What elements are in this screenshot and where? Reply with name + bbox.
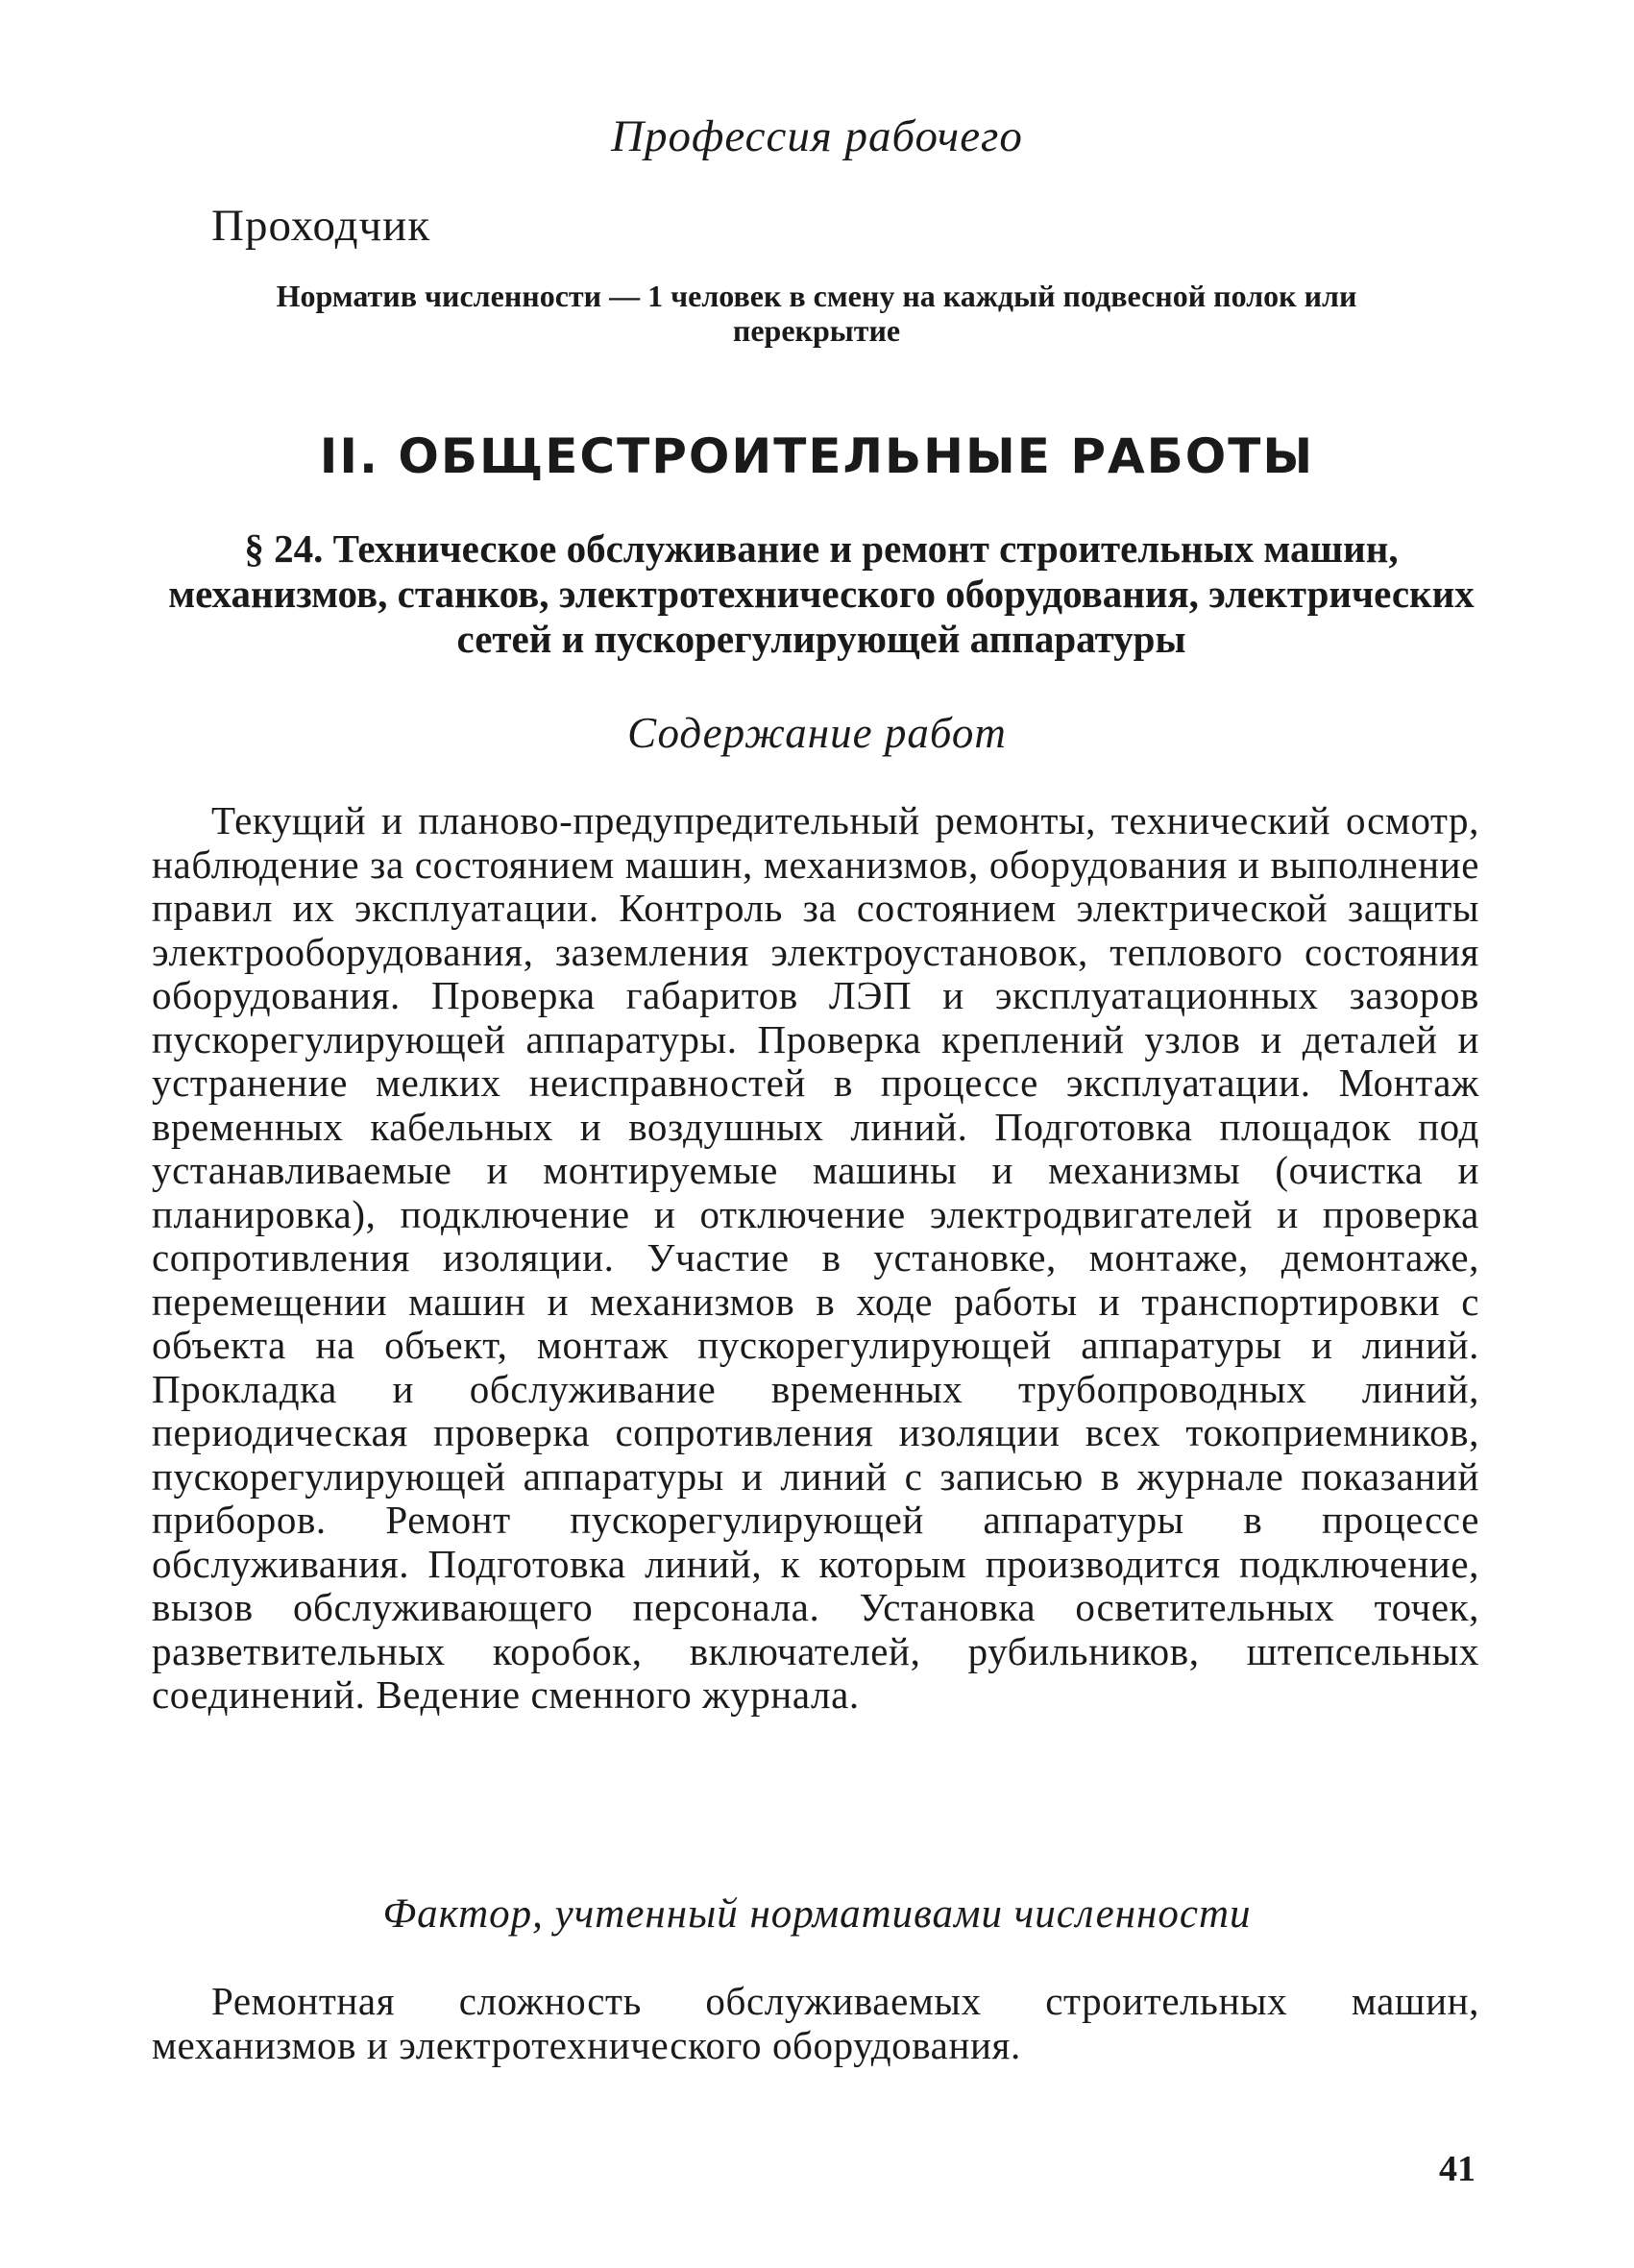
work-content-heading: Содержание работ	[627, 709, 1007, 757]
section-title: II. ОБЩЕСТРОИТЕЛЬНЫЕ РАБОТЫ	[319, 428, 1315, 484]
page-number: 41	[1439, 2149, 1475, 2189]
subsection-title: § 24. Техническое обслуживание и ремонт строительных машин, механизмов, станков, электротехнического оборудования, электрических сетей и пускорегулирующей аппаратуры	[168, 526, 1475, 661]
work-content-paragraph: Текущий и планово-предупредительный ремонты, технический осмотр, наблюдение за состоянием машин, механизмов, оборудования и выполнение правил их эксплуатации. Контроль за состоянием электрической защиты электрооборудования, заземления электроустановок, теплового состояния оборудования. Проверка габаритов ЛЭП и эксплуатационных зазоров пускорегулирующей аппаратуры. Проверка креплений узлов и деталей и устранение мелких неисправностей в процессе эксплуатации. Монтаж временных кабельных и воздушных линий. Подготовка площадок под устанавливаемые и монтируемые машины и механизмы (очистка и планировка), подключение и отключение электродвигателей и проверка сопротивления изоляции. Участие в установке, монтаже, демонтаже, перемещении машин и механизмов в ходе работы и транспортировки с объекта на объект, монтаж пускорегулирующей аппаратуры и линий. Прокладка и обслуживание временных трубопроводных линий, периодическая проверка сопротивления изоляции всех токоприемников, пускорегулирующей аппаратуры и линий с записью в журнале показаний приборов. Ремонт пускорегулирующей аппаратуры в процессе обслуживания. Подготовка линий, к которым производится подключение, вызов обслуживающего персонала. Установка осветительных точек, разветвительных коробок, включателей, рубильников, штепсельных соединений. Ведение сменного журнала.	[152, 798, 1479, 1717]
staffing-norm: Норматив численности — 1 человек в смену на каждый подвесной полок или перекрытие	[276, 279, 1357, 348]
factor-heading: Фактор, учтенный нормативами численности	[382, 1891, 1252, 1937]
profession-name: Проходчик	[211, 201, 431, 251]
profession-heading: Профессия рабочего	[611, 111, 1023, 161]
factor-paragraph: Ремонтная сложность обслуживаемых строительных машин, механизмов и электротехнического оборудования.	[152, 1979, 1479, 2067]
